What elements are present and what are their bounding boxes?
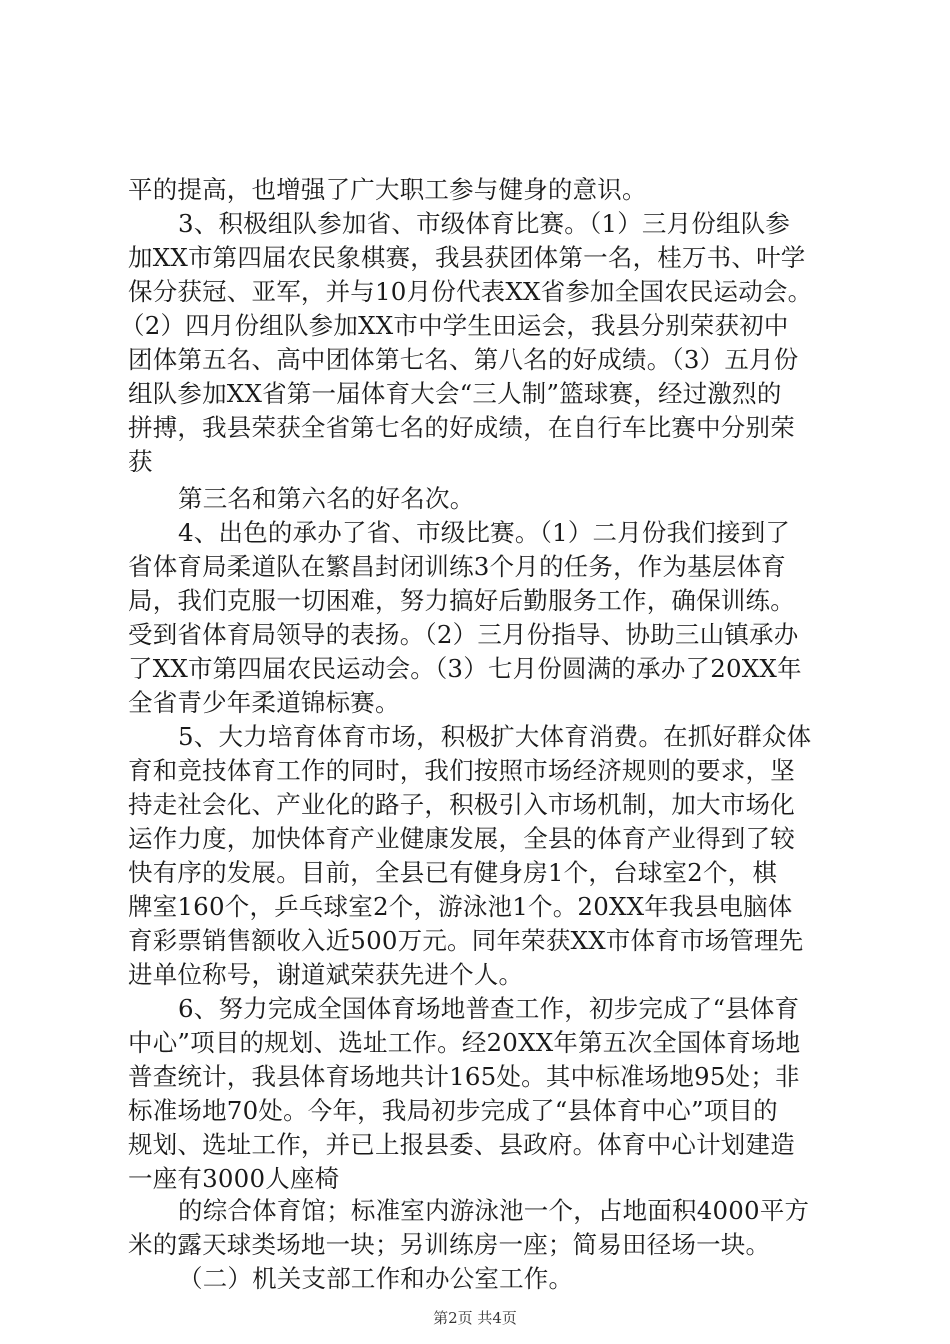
- text-line: 牌室160个，乒乓球室2个，游泳池1个。20XX年我县电脑体: [128, 892, 793, 921]
- text-line: 拼搏，我县荣获全省第七名的好成绩，在自行车比赛中分别荣: [128, 413, 795, 442]
- text-line: 3、积极组队参加省、市级体育比赛。（1）三月份组队参: [178, 209, 791, 238]
- text-line: 育彩票销售额收入近500万元。同年荣获XX市体育市场管理先: [128, 926, 804, 955]
- text-line: （二）机关支部工作和办公室工作。: [178, 1264, 574, 1293]
- text-line: 省体育局柔道队在繁昌封闭训练3个月的任务，作为基层体育: [128, 552, 786, 581]
- text-line: 了XX市第四届农民运动会。（3）七月份圆满的承办了20XX年: [128, 654, 802, 683]
- text-line: 一座有3000人座椅: [128, 1164, 340, 1193]
- text-line: 平的提高，也增强了广大职工参与健身的意识。: [128, 175, 647, 204]
- text-line: 快有序的发展。目前，全县已有健身房1个，台球室2个，棋: [128, 858, 778, 887]
- text-line: 受到省体育局领导的表扬。（2）三月份指导、协助三山镇承办: [128, 620, 799, 649]
- text-line: 团体第五名、高中团体第七名、第八名的好成绩。（3）五月份: [128, 345, 799, 374]
- text-line: 加XX市第四届农民象棋赛，我县获团体第一名，桂万书、叶学: [128, 243, 806, 272]
- text-line: 进单位称号，谢道斌荣获先进个人。: [128, 960, 524, 989]
- text-line: 中心”项目的规划、选址工作。经20XX年第五次全国体育场地: [128, 1028, 801, 1057]
- text-line: 育和竞技体育工作的同时，我们按照市场经济规则的要求，坚: [128, 756, 795, 785]
- text-line: 持走社会化、产业化的路子，积极引入市场机制，加大市场化: [128, 790, 795, 819]
- text-line: 保分获冠、亚军，并与10月份代表XX省参加全国农民运动会。: [128, 277, 813, 306]
- text-line: （2）四月份组队参加XX市中学生田运会，我县分别荣获初中: [120, 311, 789, 340]
- text-line: 第三名和第六名的好名次。: [178, 484, 475, 513]
- text-line: 组队参加XX省第一届体育大会“三人制”篮球赛，经过激烈的: [128, 379, 782, 408]
- text-line: 米的露天球类场地一块；另训练房一座；简易田径场一块。: [128, 1230, 771, 1259]
- text-line: 规划、选址工作，并已上报县委、县政府。体育中心计划建造: [128, 1130, 795, 1159]
- text-line: 局，我们克服一切困难，努力搞好后勤服务工作，确保训练。: [128, 586, 795, 615]
- text-line: 全省青少年柔道锦标赛。: [128, 688, 400, 717]
- text-line: 5、大力培育体育市场，积极扩大体育消费。在抓好群众体: [178, 722, 812, 751]
- text-line: 运作力度，加快体育产业健康发展，全县的体育产业得到了较: [128, 824, 795, 853]
- text-line: 标准场地70处。今年，我局初步完成了“县体育中心”项目的: [128, 1096, 778, 1125]
- page-footer: 第2页 共4页: [433, 1309, 517, 1327]
- text-line: 获: [128, 447, 153, 476]
- text-line: 6、努力完成全国体育场地普查工作，初步完成了“县体育: [178, 994, 800, 1023]
- text-line: 普查统计，我县体育场地共计165处。其中标准场地95处；非: [128, 1062, 800, 1091]
- text-line: 的综合体育馆；标准室内游泳池一个，占地面积4000平方: [178, 1196, 810, 1225]
- text-line: 4、出色的承办了省、市级比赛。（1）二月份我们接到了: [178, 518, 791, 547]
